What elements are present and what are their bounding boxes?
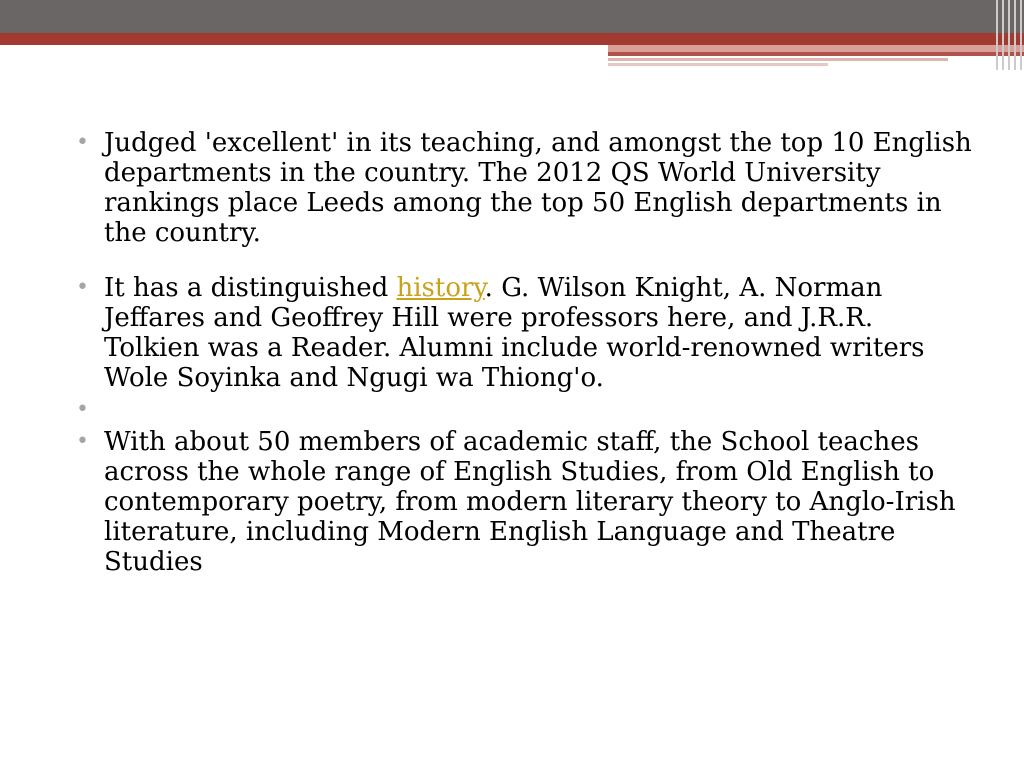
header-bar-red <box>0 33 1024 45</box>
header-accent-stripe <box>608 52 1024 56</box>
header-accent-stripe <box>608 63 828 66</box>
bullet-text-after-link: . G. Wilson Knight, A. Norman Jeffares and Geoffrey Hill were professors here, and J.R.R. Tolkien was a Reader. Alumni include world-renowned writers Wole Soyinka and Ngugi wa Thiong'o. <box>104 273 925 393</box>
bullet-icon: • <box>76 130 89 155</box>
bullet-text-before-link: It has a distinguished <box>104 273 397 303</box>
bullet-item-history <box>74 273 974 393</box>
bullet-text <box>104 395 112 425</box>
bullet-item-staff <box>74 427 974 577</box>
header-accent-stripe <box>608 45 1024 52</box>
header-vertical-stripes <box>992 0 1024 70</box>
header-accent-stripe <box>608 58 948 61</box>
bullet-item-teaching <box>74 128 974 248</box>
bullet-item-empty <box>74 395 974 425</box>
bullet-list <box>74 128 974 577</box>
bullet-icon: • <box>76 429 89 454</box>
bullet-icon: • <box>76 275 89 300</box>
slide-body <box>74 128 974 577</box>
bullet-text: Judged 'excellent' in its teaching, and amongst the top 10 English departments in the country. The 2012 QS World University rankings place Leeds among the top 50 English departments in the country. <box>104 128 972 248</box>
history-link[interactable]: history <box>396 273 485 303</box>
header-bar-gray <box>0 0 1024 33</box>
bullet-icon: • <box>76 397 89 422</box>
bullet-text: With about 50 members of academic staff, the School teaches across the whole range of English Studies, from Old English to contemporary poetry, from modern literary theory to Anglo-Irish literature, including Modern English Language and Theatre Studies <box>104 427 956 577</box>
